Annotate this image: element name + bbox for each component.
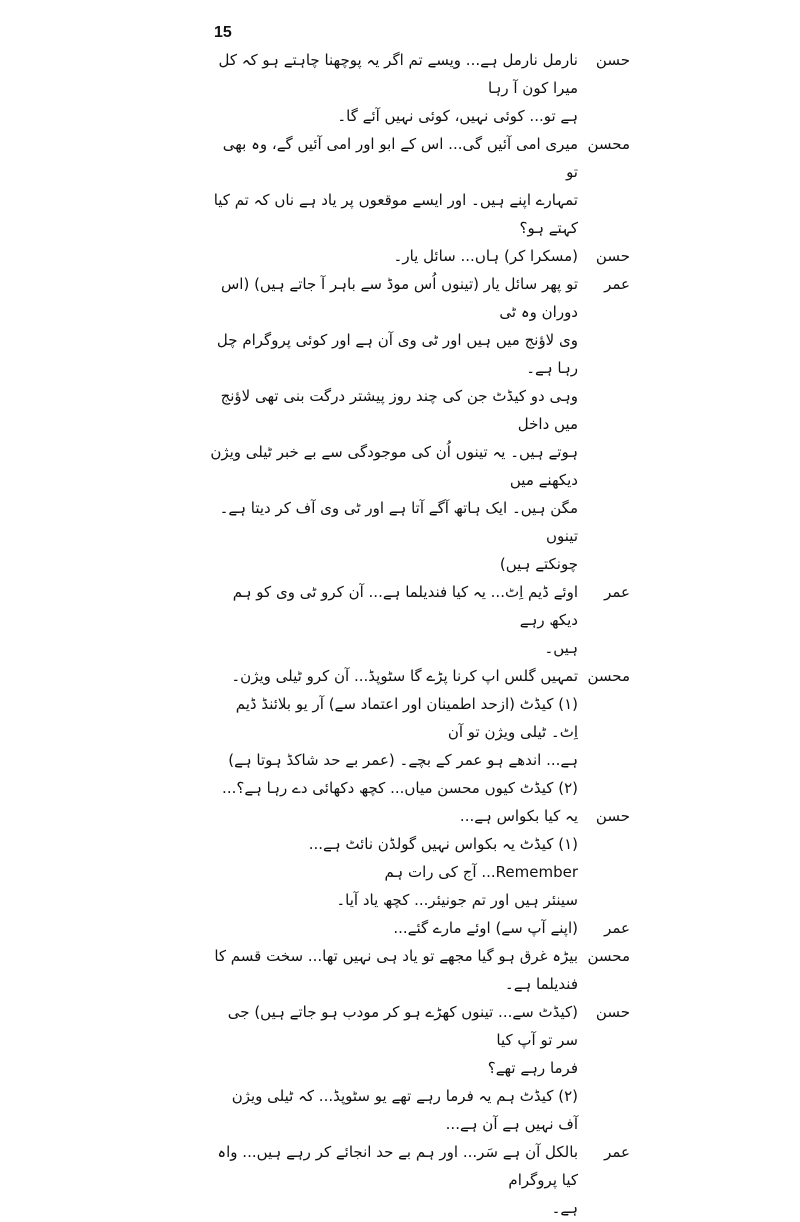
dialogue-entry (210, 130, 630, 242)
dialogue-entry (210, 690, 630, 774)
dialogue-entry (210, 998, 630, 1082)
dialogue-entry (210, 578, 630, 662)
dialogue-body (210, 46, 630, 1222)
speaker-name: محسن (587, 135, 630, 153)
speech-text: نارمل نارمل ہے... ویسے تم اگر یہ پوچھنا چاہتے ہو کہ کل میرا کون آ رہا ہے تو... کوئی نہیں، کوئی نہیں آئے گا۔ (218, 51, 578, 125)
speaker-name: محسن (587, 947, 630, 965)
dialogue-entry (210, 914, 630, 942)
dialogue-entry (210, 1082, 630, 1138)
dialogue-entry (210, 46, 630, 130)
speaker-name (578, 690, 630, 774)
speech-text: تو پھر سائل یار (تینوں اُس موڈ سے باہر آ جاتے ہیں) (اس دوران وہ ٹی وی لاؤنج میں ہیں اور ٹی وی آن ہے اور کوئی پروگرام چل رہا ہے۔ وہی دو کیڈٹ جن کی چند روز پیشتر درگت بنی تھی لاؤنج میں داخل ہوتے ہیں۔ یہ تینوں اُن کی موجودگی سے بے خبر ٹیلی ویژن دیکھنے میں مگن ہیں۔ ایک ہاتھ آگے آتا ہے اور ٹی وی آف کر دیتا ہے۔ تینوں چونکتے ہیں) (210, 275, 578, 573)
speaker-name (578, 1082, 630, 1138)
dialogue-entry (210, 270, 630, 578)
speech-text: تمہیں گلس اپ کرنا پڑے گا سٹوپڈ... آن کرو ٹیلی ویژن۔ (231, 667, 578, 685)
speech-text: (مسکرا کر) ہاں... سائل یار۔ (393, 247, 578, 265)
speaker-name: عمر (604, 919, 630, 937)
speaker-name (578, 830, 630, 914)
dialogue-entry (210, 802, 630, 830)
page-number: 15 (214, 24, 232, 41)
speech-text: (کیڈٹ سے... تینوں کھڑے ہو کر مودب ہو جاتے ہیں) جی سر تو آپ کیا فرما رہے تھے؟ (227, 1003, 578, 1077)
speech-text: (۲) کیڈٹ کیوں محسن میاں... کچھ دکھائی دے رہا ہے؟... (222, 779, 578, 797)
speech-text: (۱) کیڈٹ یہ بکواس نہیں گولڈن نائٹ ہے... Remember... آج کی رات ہم سینئر ہیں اور تم جونیئر... کچھ یاد آیا۔ (308, 835, 578, 909)
dialogue-entry (210, 830, 630, 914)
speaker-name: عمر (604, 1143, 630, 1161)
speech-text: یہ کیا بکواس ہے... (459, 807, 578, 825)
speaker-name: حسن (595, 1003, 630, 1021)
speaker-name: عمر (604, 583, 630, 601)
dialogue-entry (210, 242, 630, 270)
speech-text: (۱) کیڈٹ (ازحد اطمینان اور اعتماد سے) آر یو بلائنڈ ڈیم اِٹ۔ ٹیلی ویژن تو آن ہے... اندھے ہو عمر کے بچے۔ (عمر بے حد شاکڈ ہوتا ہے) (228, 695, 578, 769)
speaker-name: محسن (587, 667, 630, 685)
speech-text: (۲) کیڈٹ ہم یہ فرما رہے تھے یو سٹوپڈ... کہ ٹیلی ویژن آف نہیں ہے آن ہے... (231, 1087, 578, 1133)
speech-text: بالکل آن ہے سَر... اور ہم بے حد انجائے کر رہے ہیں... واہ کیا پروگرام ہے۔ (217, 1143, 578, 1217)
speaker-name: حسن (595, 807, 630, 825)
speaker-name (578, 774, 630, 802)
speaker-name: حسن (595, 247, 630, 265)
dialogue-entry (210, 1138, 630, 1222)
speech-text: میری امی آئیں گی... اس کے ابو اور امی آئیں گے، وہ بھی تو تمہارے اپنے ہیں۔ اور ایسے موقعوں پر یاد ہے ناں کہ تم کیا کہتے ہو؟ (213, 135, 578, 237)
speech-text: اوئے ڈیم اِٹ... یہ کیا فندیلما ہے... آن کرو ٹی وی کو ہم دیکھ رہے ہیں۔ (232, 583, 578, 657)
dialogue-entry (210, 662, 630, 690)
speaker-name: عمر (604, 275, 630, 293)
speaker-name: حسن (595, 51, 630, 69)
dialogue-entry (210, 774, 630, 802)
speech-text: بیڑہ غرق ہو گیا مجھے تو یاد ہی نہیں تھا... سخت قسم کا فندیلما ہے۔ (214, 947, 578, 993)
dialogue-entry (210, 942, 630, 998)
speech-text: (اپنے آپ سے) اوئے مارے گئے... (393, 919, 578, 937)
